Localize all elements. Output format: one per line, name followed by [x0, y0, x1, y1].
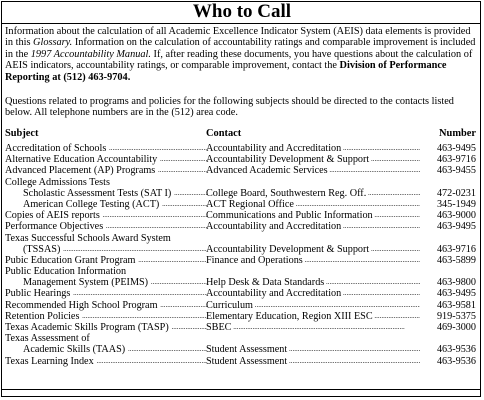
contact-cell [206, 300, 426, 311]
contact-text: Elementary Education, Region XIII ESC [206, 310, 373, 322]
contact-cell [206, 143, 426, 154]
subject-text: Retention Policies [5, 310, 80, 322]
table-row [0, 199, 484, 210]
division-contact: Division of Performance Reporting at (512) 463-9704. [5, 60, 447, 83]
subject-cell [23, 244, 207, 255]
contact-text: College Board, Southwestern Reg. Off. [206, 187, 367, 199]
subject-text: Accreditation of Schools [5, 143, 107, 154]
contact-cell [206, 244, 426, 255]
contact-cell [206, 255, 426, 266]
intro-text-1: Information about the calculation of all Academic Excellence Indicator System (AEIS) data elements is provided in this [5, 26, 471, 49]
contact-text: Curriculum [206, 299, 253, 311]
table-row [0, 188, 484, 199]
subject-cell [5, 233, 207, 244]
contact-text: Finance and Operations [206, 254, 303, 266]
contact-text: ACT Regional Office [206, 198, 294, 210]
title-divider [2, 23, 480, 24]
contact-text: SBEC [206, 322, 232, 333]
phone-number: 463-9716 [420, 244, 476, 255]
subject-cell [5, 255, 207, 266]
phone-number: 469-3000 [420, 322, 476, 333]
subject-cell [23, 277, 207, 288]
subject-cell [5, 356, 207, 367]
table-row [0, 177, 484, 188]
subject-text: (TSSAS) [23, 243, 61, 255]
phone-number: 463-9536 [420, 356, 476, 367]
intro-text-3: If, after reading these documents, you have questions about the calculation of AEIS indicators, accountability ratings, or comparable improvement, contact the [5, 48, 473, 72]
intro-paragraph [5, 26, 477, 83]
table-row [0, 210, 484, 221]
contact-text: Accountability Development & Support [206, 243, 370, 255]
table-row [0, 143, 484, 154]
subject-text: Academic Skills (TAAS) [23, 344, 126, 356]
subject-cell [23, 199, 207, 210]
subject-cell [23, 188, 207, 199]
subject-cell [5, 266, 207, 277]
subject-cell [5, 333, 207, 344]
table-row [0, 322, 484, 333]
table-row [0, 288, 484, 299]
phone-number: 463-9495 [420, 143, 476, 154]
subject-text: College Admissions Tests [5, 176, 110, 188]
subject-cell [5, 177, 207, 188]
contact-text: Help Desk & Data Standards [206, 277, 325, 289]
table-row [0, 255, 484, 266]
table-row [0, 344, 484, 355]
contact-text: Communications and Public Information [206, 210, 373, 222]
subject-cell [23, 344, 207, 355]
subject-text: Public Hearings [5, 288, 71, 300]
contact-cell [206, 288, 426, 299]
subject-cell [5, 154, 207, 165]
contact-cell [206, 311, 426, 322]
contact-cell [206, 210, 426, 221]
table-row [0, 233, 484, 244]
phone-number: 463-9536 [420, 344, 476, 355]
table-row [0, 333, 484, 344]
questions-paragraph: Questions related to programs and policies for the following subjects should be directed to the contacts listed below. All telephone numbers are in the (512) area code. [5, 96, 454, 119]
subject-text: Texas Assessment of [5, 333, 90, 345]
phone-number: 345-1949 [420, 199, 476, 210]
contact-cell [206, 356, 426, 367]
phone-number: 472-0231 [420, 188, 476, 199]
phone-number: 463-9716 [420, 154, 476, 165]
contact-cell [206, 154, 426, 165]
contact-text: Accountability and Accreditation [206, 143, 342, 154]
contact-text: Student Assessment [206, 355, 288, 367]
contact-text: Accountability and Accreditation [206, 221, 342, 233]
table-row [0, 356, 484, 367]
phone-number: 463-9495 [420, 288, 476, 299]
contact-cell [206, 277, 426, 288]
contact-text: Student Assessment [206, 344, 288, 356]
contact-text: Accountability and Accreditation [206, 288, 342, 300]
subject-text: Scholastic Assessment Tests (SAT I) [23, 187, 172, 199]
phone-number: 463-9581 [420, 300, 476, 311]
subject-text: Public Education Information [5, 266, 127, 278]
subject-cell [5, 322, 207, 333]
phone-number: 463-9000 [420, 210, 476, 221]
subject-text: American College Testing (ACT) [23, 198, 160, 210]
number-column-header: Number [439, 128, 476, 139]
page-title: Who to Call [192, 1, 292, 22]
subject-text: Recommended High School Program [5, 299, 158, 311]
subject-cell [5, 221, 207, 232]
phone-number: 463-9495 [420, 221, 476, 232]
glossary-reference: Glossary. [33, 37, 73, 49]
subject-text: Performance Objectives [5, 221, 104, 233]
subject-column-header: Subject [5, 128, 39, 139]
table-row [0, 311, 484, 322]
subject-text: Texas Successful Schools Award System [5, 232, 171, 244]
manual-reference: 1997 Accountability Manual. [30, 48, 151, 60]
subject-text: Advanced Placement (AP) Programs [5, 165, 156, 177]
phone-number: 463-9800 [420, 277, 476, 288]
phone-number: 463-5899 [420, 255, 476, 266]
phone-number: 919-5375 [420, 311, 476, 322]
contact-cell [206, 322, 426, 333]
contact-column-header: Contact [206, 128, 242, 139]
subject-text: Management System (PEIMS) [23, 277, 149, 289]
contact-cell [206, 344, 426, 355]
table-row [0, 165, 484, 176]
contact-text: Advanced Academic Services [206, 165, 328, 177]
table-row [0, 154, 484, 165]
contact-cell [206, 221, 426, 232]
subject-text: Copies of AEIS reports [5, 210, 100, 222]
subject-text: Texas Learning Index [5, 355, 94, 367]
phone-number: 463-9455 [420, 165, 476, 176]
contact-cell [206, 188, 426, 199]
subject-cell [5, 311, 207, 322]
contacts-table [0, 143, 484, 367]
intro-text-2: Information on the calculation of accountability ratings and comparable improvement is included in the [5, 37, 476, 60]
table-row [0, 266, 484, 277]
contact-cell [206, 199, 426, 210]
subject-cell [5, 165, 207, 176]
contact-cell [206, 165, 426, 176]
subject-cell [5, 300, 207, 311]
table-row [0, 244, 484, 255]
table-row [0, 300, 484, 311]
subject-cell [5, 210, 207, 221]
subject-text: Texas Academic Skills Program (TASP) [5, 322, 169, 333]
table-row [0, 221, 484, 232]
subject-cell [5, 288, 207, 299]
subject-cell [5, 143, 207, 154]
contact-text: Accountability Development & Support [206, 154, 370, 166]
bottom-divider [2, 389, 480, 390]
table-row [0, 277, 484, 288]
subject-text: Pubic Education Grant Program [5, 254, 136, 266]
subject-text: Alternative Education Accountability [5, 154, 158, 166]
